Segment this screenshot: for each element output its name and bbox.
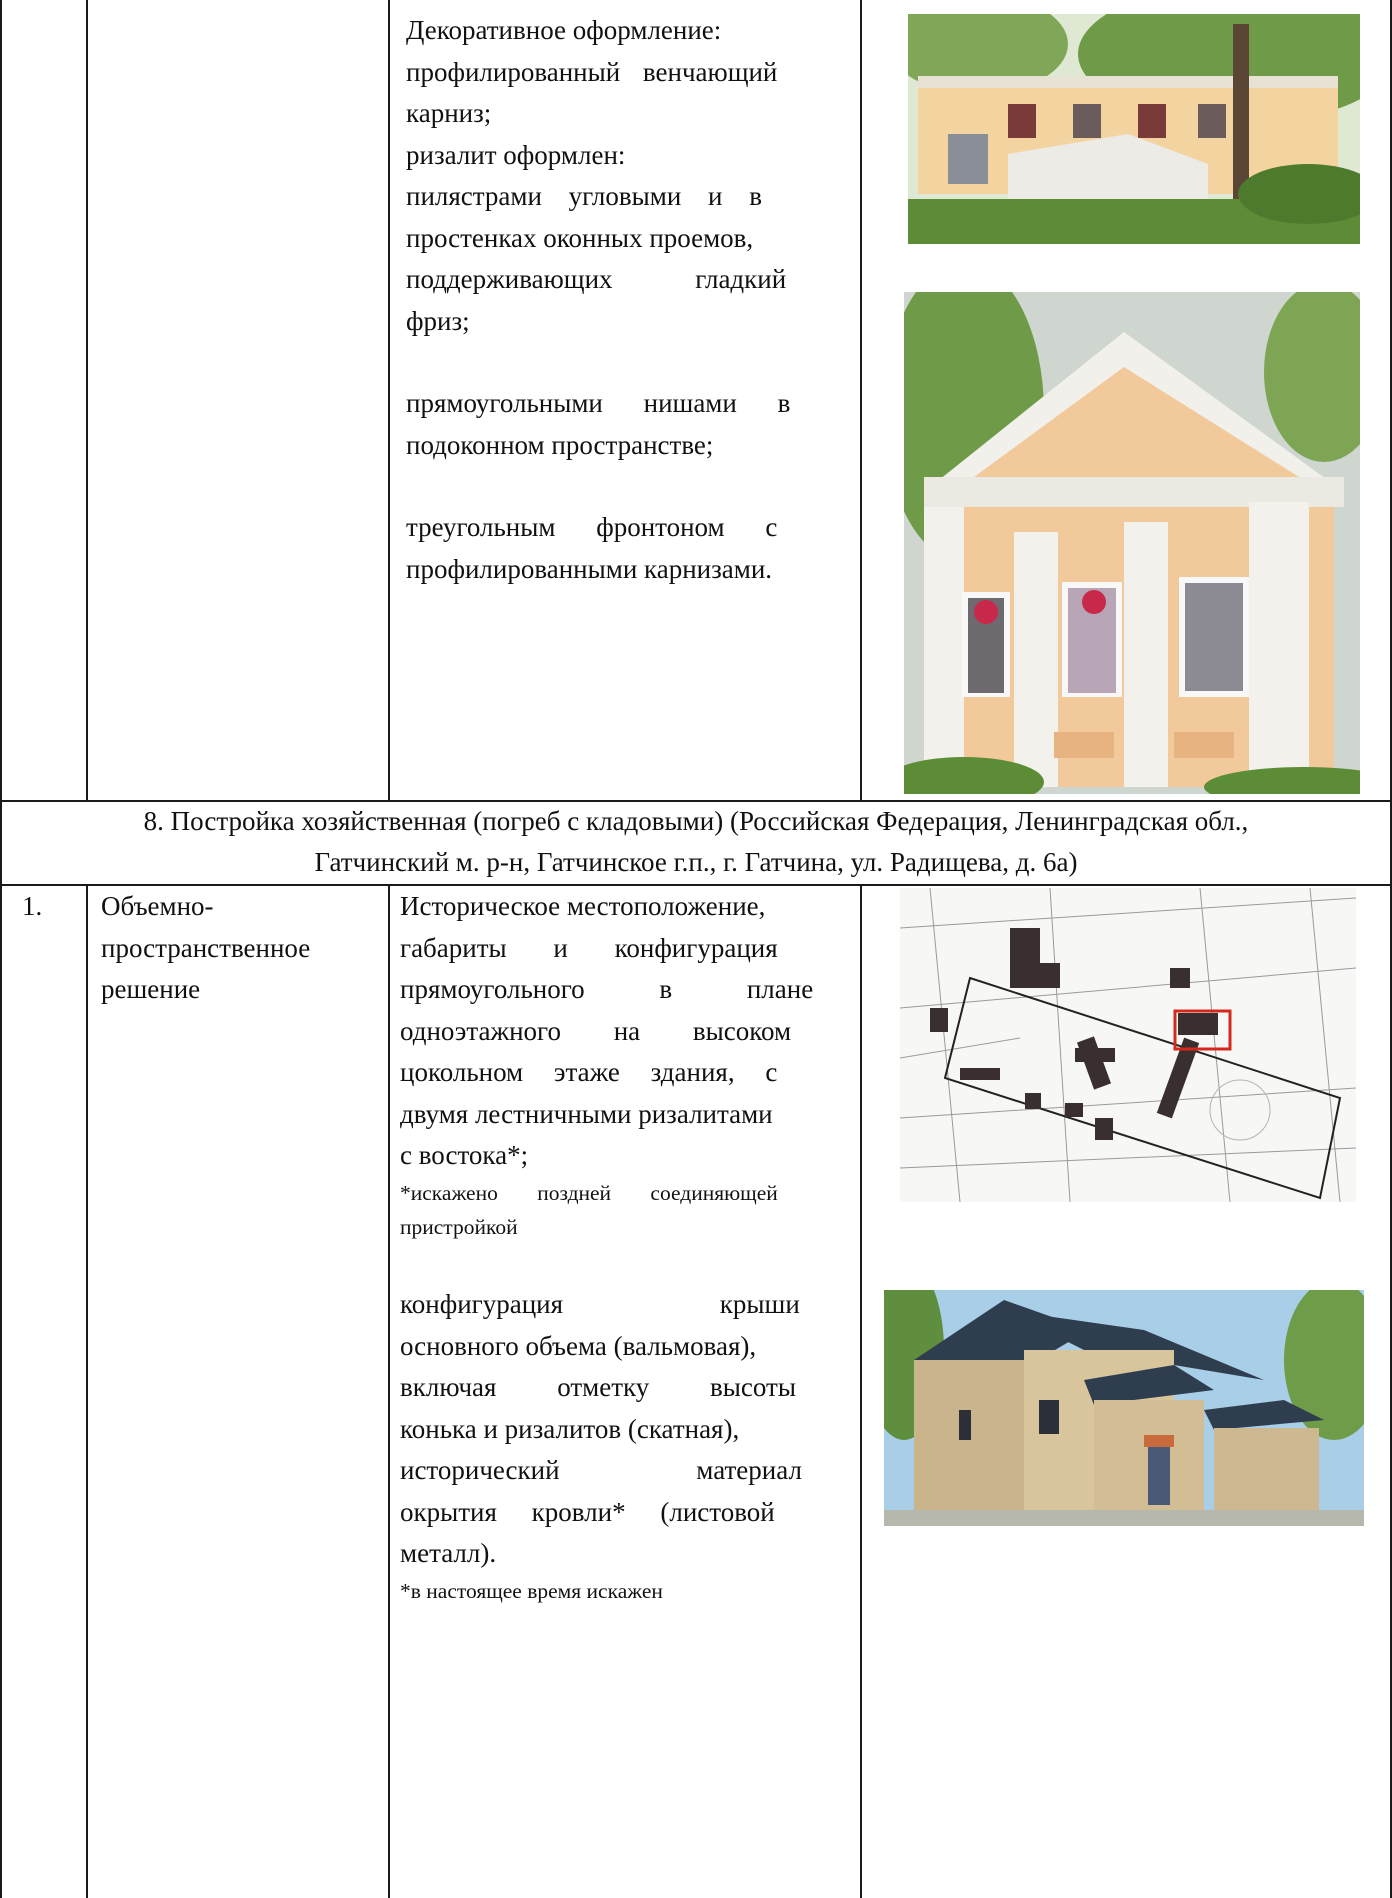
row-note-a xyxy=(400,1176,844,1244)
desc-line: ризалит оформлен: xyxy=(406,139,626,170)
desc-line: двумя лестничными ризалитами xyxy=(400,1098,773,1129)
column-divider-2-upper xyxy=(388,0,390,800)
site-plan-map xyxy=(900,888,1356,1202)
element-line: Объемно- xyxy=(101,891,214,921)
desc-line: прямоугольными нишами в xyxy=(406,388,791,418)
stone-building-photo xyxy=(884,1290,1364,1526)
column-divider-2-lower xyxy=(388,884,390,1898)
desc-line: включая отметку высоты xyxy=(400,1372,796,1402)
desc-line: конька и ризалитов (скатная), xyxy=(400,1413,740,1444)
element-line: решение xyxy=(101,974,201,1004)
row-note-b: *в настоящее время искажен xyxy=(400,1579,663,1603)
desc-line: цокольном этаже здания, с xyxy=(400,1057,778,1087)
desc-line: прямоугольного в плане xyxy=(400,974,814,1004)
table-border-left xyxy=(0,0,2,1898)
note-line: *искажено поздней соединяющей xyxy=(400,1181,778,1205)
column-divider-1-upper xyxy=(86,0,88,800)
desc-line: профилированными карнизами. xyxy=(406,553,773,584)
row-description-a xyxy=(400,886,844,1177)
desc-line: с востока*; xyxy=(400,1140,529,1170)
column-divider-3-lower xyxy=(860,884,862,1898)
desc-line: подоконном пространстве; xyxy=(406,429,714,460)
note-line: пристройкой xyxy=(400,1215,518,1239)
building-photo-tree xyxy=(908,14,1360,244)
desc-line: габариты и конфигурация xyxy=(400,932,778,963)
desc-line: одноэтажного на высоком xyxy=(400,1015,792,1046)
desc-line: пилястрами угловыми и в xyxy=(406,181,762,211)
desc-line: конфигурация крыши xyxy=(400,1289,800,1319)
desc-line: металл). xyxy=(400,1538,497,1568)
section-heading-line-1: 8. Постройка хозяйственная (погреб с кладовыми) (Российская Федерация, Ленинградская обл., xyxy=(143,806,1249,836)
desc-line: простенках оконных проемов, xyxy=(406,222,754,253)
desc-line: исторический материал xyxy=(400,1455,802,1485)
element-line: пространственное xyxy=(101,932,311,963)
column-divider-3-upper xyxy=(860,0,862,800)
upper-description xyxy=(406,10,850,590)
desc-line: основного объема (вальмовая), xyxy=(400,1330,757,1361)
desc-line: треугольным фронтоном с xyxy=(406,512,778,542)
spacer xyxy=(406,466,850,507)
row-description-b xyxy=(400,1284,844,1575)
section-heading-line-2: Гатчинский м. р-н, Гатчинское г.п., г. Гатчина, ул. Радищева, д. 6а) xyxy=(314,847,1078,877)
desc-line: фриз; xyxy=(406,305,470,336)
desc-line: Декоративное оформление: xyxy=(406,15,722,45)
desc-line: окрытия кровли* (листовой xyxy=(400,1496,775,1527)
desc-line: карниз; xyxy=(406,98,492,128)
building-photo-pediment xyxy=(904,292,1360,794)
column-divider-1-lower xyxy=(86,884,88,1898)
desc-line: профилированный венчающий xyxy=(406,56,778,87)
desc-line: Историческое местоположение, xyxy=(400,891,766,921)
spacer xyxy=(406,342,850,383)
desc-line: поддерживающих гладкий xyxy=(406,264,787,294)
row-number: 1. xyxy=(22,891,43,921)
row-element-name xyxy=(101,886,381,1011)
